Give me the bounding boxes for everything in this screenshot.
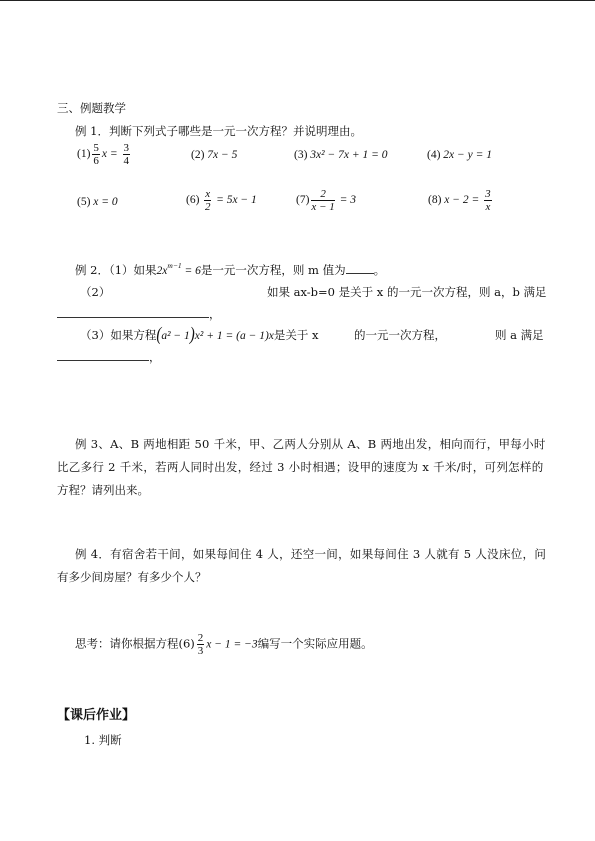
ex1-item-3: (3) 3x² − 7x + 1 = 0 bbox=[294, 149, 388, 161]
example-2-part-2-label: （2） bbox=[80, 285, 111, 299]
homework-title: 【课后作业】 bbox=[57, 708, 136, 723]
example-2-part-3-mid: 的一元一次方程， bbox=[354, 328, 446, 342]
example-4-line-2: 有多少间房屋？有多少个人？ bbox=[57, 570, 207, 584]
answer-blank-a[interactable] bbox=[57, 360, 149, 361]
ex1-item-4: (4) 2x − y = 1 bbox=[427, 149, 493, 161]
example-2-part-2-answer: ， bbox=[57, 307, 221, 321]
section-heading: 三、例题教学 bbox=[57, 101, 126, 115]
page-top-rule bbox=[0, 0, 595, 1]
ex1-item-5: (5) x = 0 bbox=[77, 196, 118, 208]
example-3-line-1: 例 3、A、B 两地相距 50 千米，甲、乙两人分别从 A、B 两地出发，相向而行，甲每小时 bbox=[75, 437, 546, 451]
ex1-item-8: (8) x − 2 = $\frac{3}{x}$ bbox=[428, 188, 491, 213]
example-1-prompt: 例 1．判断下列式子哪些是一元一次方程？并说明理由。 bbox=[75, 124, 362, 138]
ex1-item-6: (6) $\frac{x}{2}$ = 5x − 1 bbox=[186, 188, 257, 213]
example-4-line-1: 例 4．有宿舍若干间，如果每间住 4 人，还空一间，如果每间住 3 人就有 5 人没床位，问 bbox=[75, 547, 547, 561]
example-2-part-3-answer: ， bbox=[57, 350, 161, 364]
think-prompt: 思考：请你根据方程(6) $\frac{2}{3}$ x − 1 = −3编写一个实际应用题。 bbox=[75, 632, 373, 657]
ex1-item-2: (2) 7x − 5 bbox=[191, 149, 238, 161]
example-2-part-2-text: 如果 ax-b=0 是关于 x 的一元一次方程，则 a，b 满足 bbox=[267, 285, 547, 299]
example-2-line-1: 例 2．（1）如果$2x^{m-1} = 6$是一元一次方程，则 m 值为 。 bbox=[75, 261, 386, 277]
example-2-part-3: （3）如果方程(a² − 1)x² + 1 = (a − 1)x是关于 x bbox=[80, 325, 319, 345]
ex1-item-7: (7) $\frac{2}{x - 1}$ = 3 bbox=[296, 188, 356, 213]
example-3-line-2: 比乙多行 2 千米，若两人同时出发，经过 3 小时相遇；设甲的速度为 x 千米/时，可列怎样的 bbox=[57, 460, 544, 474]
ex1-item-1: (1) $\frac{5}{6}$ x = $\frac{3}{4}$ bbox=[77, 142, 130, 167]
example-2-part-3-end: 则 a 满足 bbox=[495, 328, 544, 342]
answer-blank-ab[interactable] bbox=[57, 317, 209, 318]
example-3-line-3: 方程？请列出来。 bbox=[57, 483, 149, 497]
homework-item-1: 1. 判断 bbox=[84, 733, 122, 747]
answer-blank-m[interactable] bbox=[346, 273, 374, 274]
